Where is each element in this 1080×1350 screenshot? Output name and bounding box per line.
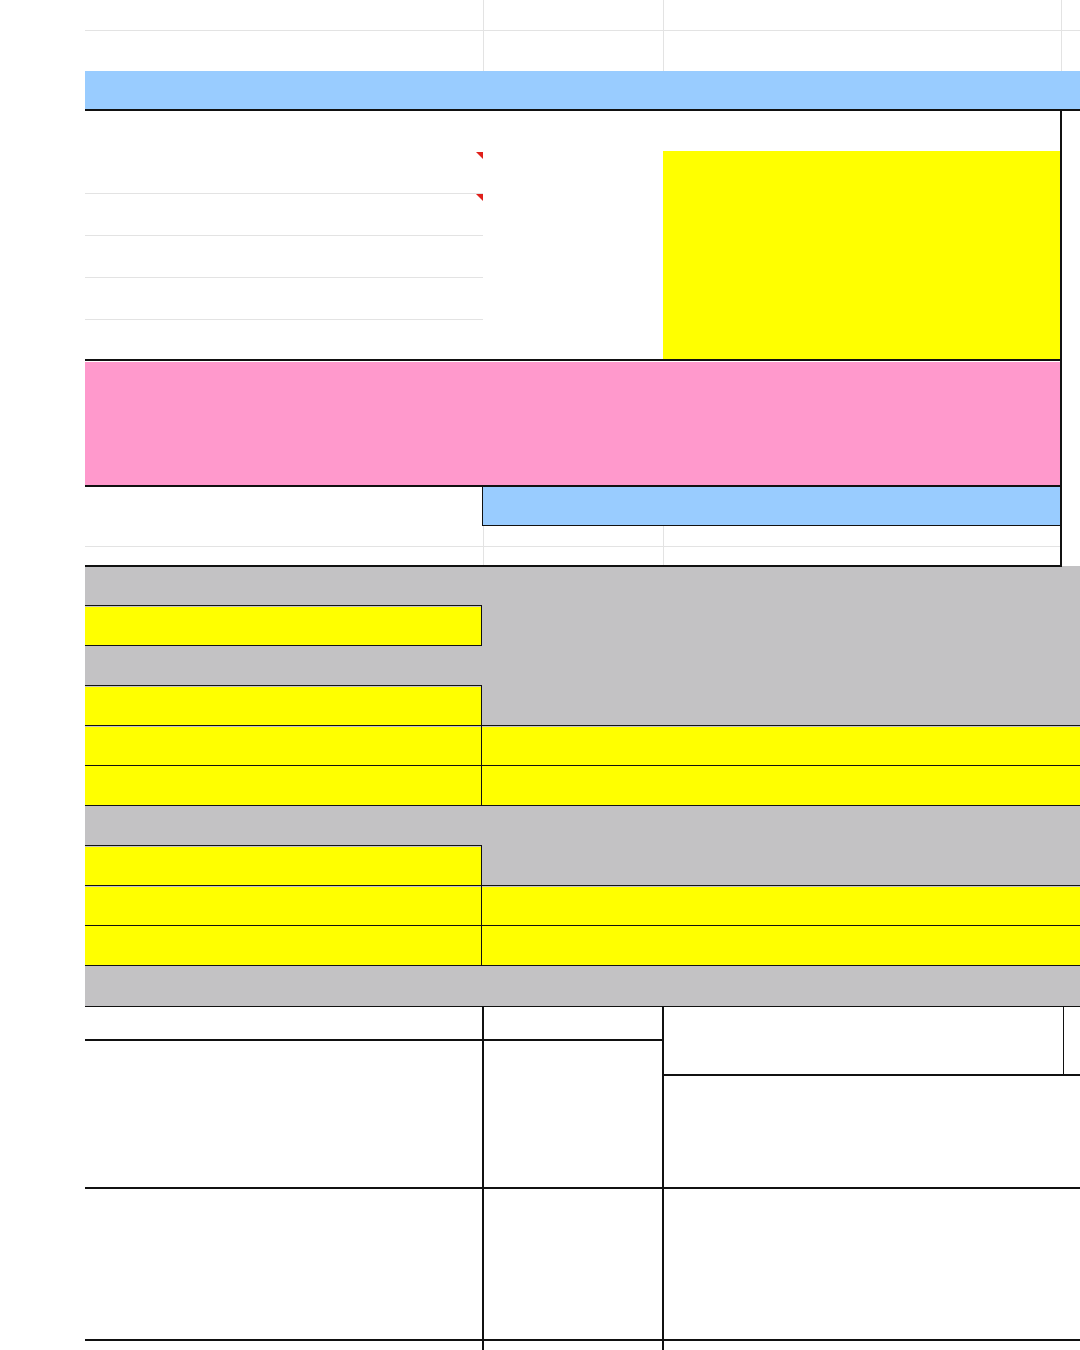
total-value[interactable] (663, 487, 1060, 525)
border (85, 725, 1080, 726)
border (481, 845, 482, 966)
hostels-total[interactable] (663, 362, 1060, 402)
extra-cell[interactable] (1063, 278, 1080, 319)
vilnius-city-cell[interactable] (85, 847, 481, 885)
border (85, 1339, 1080, 1341)
border (85, 925, 1080, 926)
transport-title[interactable] (85, 111, 655, 151)
hostel-name-cell[interactable] (85, 404, 483, 444)
route-cell[interactable] (85, 152, 483, 193)
price-cell[interactable] (483, 236, 661, 277)
gridline (483, 0, 484, 71)
border (85, 845, 482, 846)
border (85, 565, 1061, 567)
price-cell[interactable] (483, 152, 661, 193)
hostel-name-cell[interactable] (85, 445, 483, 485)
price-cell[interactable] (483, 194, 661, 235)
note-cell[interactable] (665, 194, 1060, 235)
transport-total[interactable] (663, 111, 1060, 151)
gridline (663, 526, 664, 566)
extra-cell[interactable] (1063, 236, 1080, 277)
note-cell[interactable] (665, 320, 1060, 360)
border (85, 965, 1080, 966)
border (85, 685, 482, 686)
hostels-title[interactable] (85, 362, 470, 402)
note-cell[interactable] (665, 278, 1060, 319)
border (85, 645, 482, 646)
gridline (1061, 0, 1062, 71)
schedule-city-cell[interactable] (484, 1041, 662, 1187)
border (1060, 111, 1062, 567)
extra-cell[interactable] (1063, 152, 1080, 193)
minsk-hostel-name[interactable] (85, 727, 481, 765)
border (85, 805, 1080, 806)
gridline (85, 546, 1061, 547)
border (85, 885, 1080, 886)
row-2-blue-band (85, 71, 1080, 109)
schedule-date-cell[interactable] (85, 1041, 481, 1187)
schedule-plan-cell[interactable] (664, 1007, 1054, 1074)
extra-cell[interactable] (1063, 194, 1080, 235)
hostel-note-cell[interactable] (706, 404, 1060, 444)
minsk-hostel-room[interactable] (484, 767, 1080, 805)
minsk-hostel-type[interactable] (85, 767, 481, 805)
hotel-info-header[interactable] (85, 607, 481, 645)
gridline (663, 0, 664, 71)
route-cell[interactable] (85, 236, 483, 277)
border (481, 685, 482, 806)
extra-cell[interactable] (1063, 320, 1080, 360)
route-cell[interactable] (85, 320, 483, 360)
vilnius-hostel-name[interactable] (85, 887, 481, 925)
border (85, 765, 1080, 766)
total-label[interactable] (483, 487, 655, 525)
hostel-price-cell[interactable] (483, 445, 661, 485)
vilnius-hostel-type[interactable] (85, 927, 481, 965)
minsk-hostel-address[interactable] (484, 727, 1080, 765)
border (481, 605, 482, 646)
gridline (483, 526, 484, 566)
gridline (85, 30, 1080, 31)
border (483, 525, 1061, 526)
hostel-note-cell[interactable] (663, 445, 1048, 485)
price-cell[interactable] (483, 278, 661, 319)
vilnius-hostel-address[interactable] (484, 887, 1080, 925)
route-cell[interactable] (85, 194, 483, 235)
minsk-city-cell[interactable] (85, 687, 481, 725)
border (1063, 1006, 1064, 1075)
schedule-date-cell[interactable] (85, 1189, 481, 1339)
schedule-plan-cell[interactable] (681, 1229, 1080, 1269)
schedule-city-cell[interactable] (484, 1189, 662, 1339)
hostel-price-cell[interactable] (483, 404, 661, 444)
schedule-date-cell[interactable] (85, 1007, 481, 1039)
route-cell[interactable] (85, 278, 483, 319)
vilnius-hostel-room[interactable] (484, 927, 1080, 965)
price-cell[interactable] (483, 320, 661, 360)
note-cell[interactable] (665, 236, 1060, 277)
border (85, 605, 482, 606)
note-cell[interactable] (665, 152, 1060, 193)
schedule-plan-cell[interactable] (801, 1076, 1080, 1187)
